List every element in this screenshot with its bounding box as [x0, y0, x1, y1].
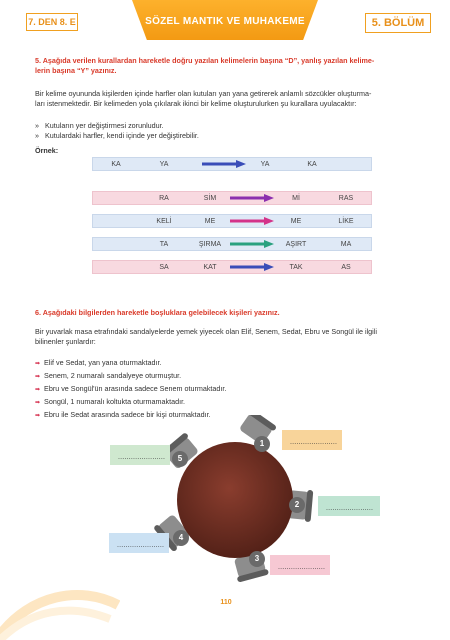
clue-item [35, 357, 425, 370]
rule-item [35, 131, 425, 141]
answer-blank-chair-3[interactable] [270, 555, 330, 575]
word-right-2: LİKE [338, 218, 354, 225]
example-left-1: KA [111, 161, 121, 168]
word-left-2: KAT [203, 264, 217, 271]
rule-text: Kutuların yer değiştirmesi zorunludur. [45, 121, 164, 130]
example-label: Örnek: [35, 146, 59, 155]
q6-title: 6. Aşağıdaki bilgilerden hareketle boşluklara gelebilecek kişileri yazınız. [35, 308, 280, 317]
arrow-bullet-icon: ➡ [35, 361, 41, 367]
q5-intro-line1: Bir kelime oyununda kişilerden içinde harfler olan kutuları yan yana getirerek anlamlı sözcükler oluşturma- [35, 89, 372, 98]
q5-title-line1: 5. Aşağıda verilen kurallardan hareketle doğru yazılan kelimelerin başına “D”, yanlış yazılan kelime- [35, 56, 375, 65]
arrow-icon [230, 240, 274, 248]
chair-number-5: 5 [172, 451, 188, 467]
grade-badge: 7. DEN 8. E [26, 13, 78, 31]
arrow-icon [230, 194, 274, 202]
q6-intro-line1: Bir yuvarlak masa etrafındaki sandalyelerde yemek yiyecek olan Elif, Senem, Sedat, Ebru ve Songül ile ilgili [35, 327, 377, 336]
word-right-1: Mİ [292, 195, 300, 202]
clue-item [35, 383, 425, 396]
arrow-icon [230, 217, 274, 225]
page-title: SÖZEL MANTIK VE MUHAKEME [145, 16, 305, 27]
word-left-2: SİM [203, 195, 217, 202]
answer-blank-chair-1[interactable] [282, 430, 342, 450]
page-number: 110 [220, 599, 232, 606]
word-right-2: MA [340, 241, 352, 248]
rule-item [35, 121, 425, 131]
example-right-1: YA [260, 161, 270, 168]
clue-item [35, 370, 425, 383]
word-right-1: TAK [289, 264, 303, 271]
arrow-bullet-icon: ➡ [35, 400, 41, 406]
blank-dots: ...................... [118, 454, 166, 461]
example-left-2: YA [159, 161, 169, 168]
clue-text: Songül, 1 numaralı koltukta oturmamaktadır. [44, 397, 186, 406]
word-right-1: ME [290, 218, 302, 225]
q5-rules [35, 121, 425, 141]
word-left-1: TA [159, 241, 169, 248]
blank-dots: ...................... [278, 564, 326, 571]
decorative-swirl-icon [0, 575, 120, 640]
arrow-bullet-icon: ➡ [35, 413, 41, 419]
q5-intro-line2: ları istenmektedir. Bir kelimeden yola çıkılarak ikinci bir kelime oluşturulurken şu kurallara uyulacaktır: [35, 99, 357, 108]
chair-number-4: 4 [173, 530, 189, 546]
clue-text: Elif ve Sedat, yan yana oturmaktadır. [44, 358, 162, 367]
word-left-1: RA [159, 195, 169, 202]
arrow-bullet-icon: ➡ [35, 374, 41, 380]
word-left-1: SA [159, 264, 169, 271]
word-left-2: ME [204, 218, 216, 225]
section-badge: 5. BÖLÜM [365, 13, 431, 33]
clue-text: Senem, 2 numaralı sandalyeye oturmuştur. [44, 371, 182, 380]
q6-clues [35, 357, 425, 422]
q5-title-line2: lerin başına “Y” yazınız. [35, 66, 117, 75]
word-right-1: AŞIRT [285, 241, 307, 248]
arrow-bullet-icon: ➡ [35, 387, 41, 393]
clue-text: Ebru ve Songül'ün arasında sadece Senem oturmaktadır. [44, 384, 227, 393]
clue-text: Ebru ile Sedat arasında sadece bir kişi oturmaktadır. [44, 410, 211, 419]
chair-number-1: 1 [254, 436, 270, 452]
word-left-1: KELİ [156, 218, 172, 225]
arrow-icon [230, 263, 274, 271]
bullet-icon: » [35, 121, 39, 130]
chair-number-3: 3 [249, 551, 265, 567]
blank-dots: ...................... [326, 505, 374, 512]
word-left-2: ŞIRMA [198, 241, 222, 248]
word-right-2: AS [341, 264, 351, 271]
arrow-icon [202, 160, 246, 168]
example-right-2: KA [307, 161, 317, 168]
answer-blank-chair-2[interactable] [318, 496, 380, 516]
q5-title [35, 56, 425, 76]
chair-number-2: 2 [289, 497, 305, 513]
rule-text: Kutulardaki harfler, kendi içinde yer değiştirebilir. [45, 131, 199, 140]
word-right-2: RAS [338, 195, 354, 202]
q5-intro [35, 89, 425, 109]
blank-dots: ...................... [290, 439, 338, 446]
q6-intro [35, 327, 425, 347]
answer-blank-chair-4[interactable] [109, 533, 169, 553]
clue-item [35, 396, 425, 409]
answer-blank-chair-5[interactable] [110, 445, 170, 465]
blank-dots: ...................... [117, 542, 165, 549]
bullet-icon: » [35, 131, 39, 140]
round-table [177, 442, 293, 558]
q6-intro-line2: bilinenler şunlardır: [35, 337, 96, 346]
